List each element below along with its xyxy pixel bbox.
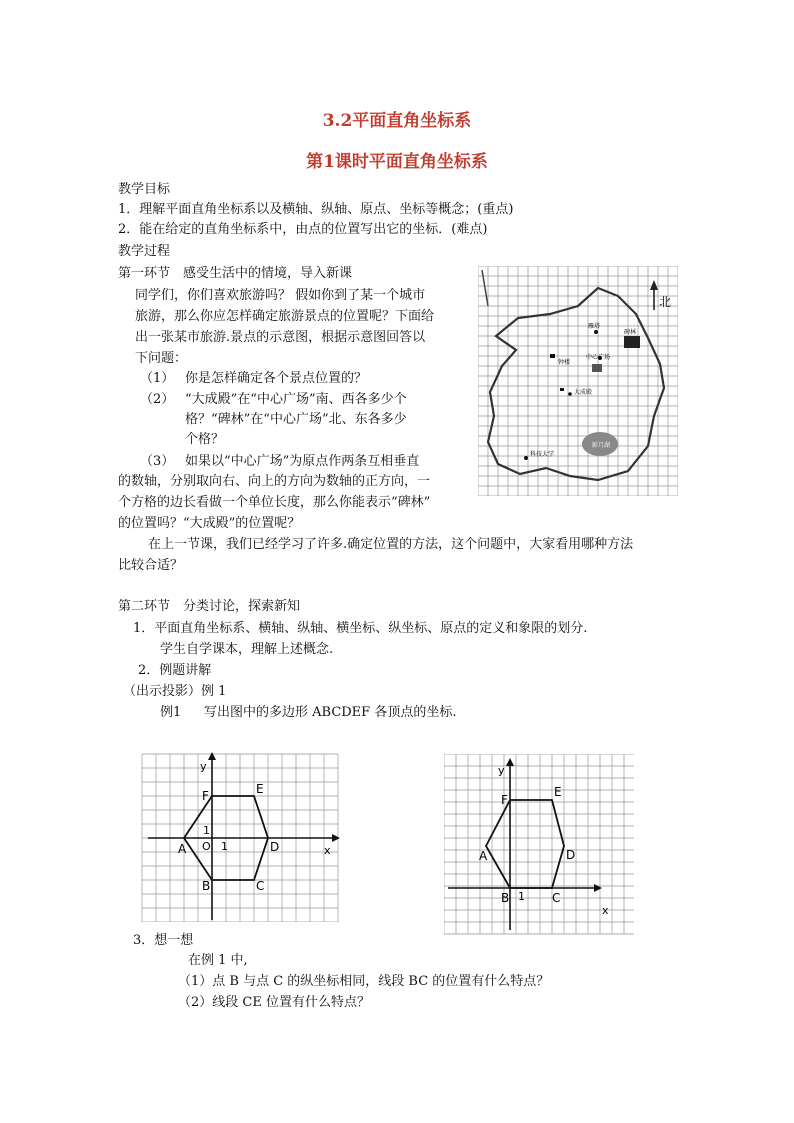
paragraph-line: 比较合适？ (118, 558, 184, 573)
step2-item-1: 1．平面直角坐标系、横轴、纵轴、横坐标、纵坐标、原点的定义和象限的划分. (133, 621, 588, 636)
question-number: （1） (140, 371, 175, 386)
step1-line: 旅游，那么你应怎样确定旅游景点的位置呢？下面给 (135, 309, 435, 324)
question-number: （2） (140, 392, 175, 407)
unit-label: 1 (518, 890, 525, 903)
paragraph-line: 在上一节课，我们已经学习了许多.确定位置的方法，这个问题中，大家看用哪种方法 (148, 537, 634, 552)
unit-label: 1 (203, 824, 210, 837)
map-spot: 影月湖 (592, 442, 611, 449)
map-spot: 大成殿 (574, 389, 593, 396)
x-axis-label: x (602, 904, 609, 917)
vertex-label: C (552, 891, 561, 905)
vertex-label: E (256, 782, 264, 796)
question-number: （3） (140, 454, 175, 469)
step2-item-2: 2．例题讲解 (138, 663, 212, 678)
vertex-label: C (256, 879, 265, 893)
question-3-line: 的数轴，分别取向右、向上的方向为数轴的正方向，一 (118, 474, 431, 489)
coordinate-graph-1 (140, 750, 340, 922)
map-spot: 碑林 (624, 329, 637, 336)
process-heading: 教学过程 (118, 244, 171, 259)
step1-line: 出一张某市旅游.景点的示意图，根据示意图回答以 (135, 330, 426, 345)
question-1: 你是怎样确定各个景点位置的？ (185, 371, 368, 386)
vertex-label: F (501, 793, 508, 807)
vertex-label: A (178, 842, 187, 856)
question-2-line: “大成殿”在“中心广场”南、西各多少个 (185, 392, 407, 407)
step3-heading: 3．想一想 (133, 933, 194, 948)
question-2-line: 个格？ (185, 432, 225, 447)
vertex-label: B (501, 891, 510, 905)
tourist-map (478, 266, 678, 496)
y-axis-label: y (200, 760, 207, 773)
step1-line: 下问题： (135, 351, 188, 366)
question-2-line: 格？“碑林”在“中心广场”北、东各多少 (185, 412, 407, 427)
origin-label: O (202, 840, 211, 853)
example-label: 例1 (160, 705, 182, 720)
goals-heading: 教学目标 (118, 182, 171, 197)
step2-heading: 第二环节 分类讨论，探索新知 (118, 599, 301, 614)
step2-item-1-sub: 学生自学课本，理解上述概念. (160, 642, 334, 657)
goal-2: 2．能在给定的直角坐标系中，由点的位置写出它的坐标．(难点) (118, 222, 488, 237)
example-text: 写出图中的多边形 ABCDEF 各顶点的坐标. (204, 705, 457, 720)
vertex-label: A (479, 849, 488, 863)
projection-note: （出示投影）例 1 (123, 684, 227, 699)
step1-heading: 第一环节 感受生活中的情境，导入新课 (118, 266, 353, 281)
question-3-line: 的位置吗？“大成殿”的位置呢？ (118, 516, 301, 531)
map-spot: 中心广场 (586, 354, 611, 361)
vertex-label: B (202, 879, 211, 893)
step1-line: 同学们，你们喜欢旅游吗？ 假如你到了某一个城市 (135, 288, 426, 303)
vertex-label: D (270, 840, 280, 854)
x-axis-label: x (324, 844, 331, 857)
coordinate-graph-2 (444, 754, 636, 936)
map-spot: 钟楼 (558, 359, 571, 366)
y-axis-label: y (498, 764, 505, 777)
map-spot: 科技大学 (530, 451, 555, 458)
map-spot: 雁塔 (588, 323, 601, 330)
page-title: 3.2平面直角坐标系 (322, 111, 472, 131)
goal-1: 1．理解平面直角坐标系以及横轴、纵轴、原点、坐标等概念；(重点) (118, 202, 514, 217)
page-subtitle: 第1课时平面直角坐标系 (306, 152, 488, 172)
vertex-label: F (202, 789, 209, 803)
step3-intro: 在例 1 中, (188, 953, 248, 968)
vertex-label: E (554, 785, 562, 799)
step3-question-1: （1）点 B 与点 C 的纵坐标相同，线段 BC 的位置有什么特点？ (178, 974, 550, 989)
step3-question-2: （2）线段 CE 位置有什么特点？ (178, 995, 370, 1010)
question-3-line: 如果以“中心广场”为原点作两条互相垂直 (185, 454, 420, 469)
unit-label: 1 (221, 840, 228, 853)
question-3-line: 个方格的边长看做一个单位长度，那么你能表示“碑林” (118, 495, 431, 510)
vertex-label: D (566, 848, 576, 862)
north-label: 北 (659, 295, 672, 309)
